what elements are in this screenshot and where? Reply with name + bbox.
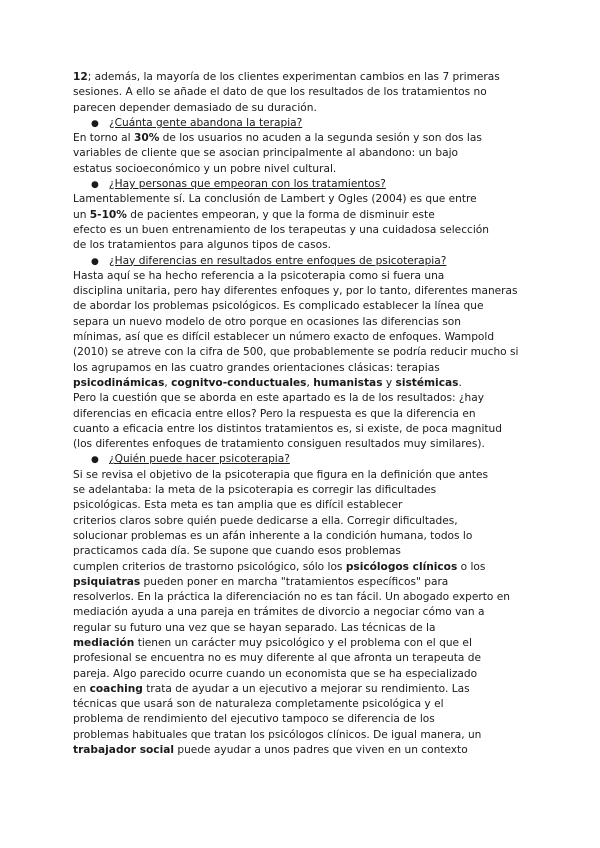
text-line (73, 192, 532, 207)
text-segment: mediación ayuda a una pareja en trámites de divorcio a negociar cómo van a (73, 606, 485, 619)
text-segment: problema de rendimiento del ejecutivo tampoco se diferencia de los (73, 713, 435, 726)
text-segment: ¿Hay diferencias en resultados entre enfoques de psicoterapia? (109, 254, 447, 267)
text-line (73, 682, 532, 697)
text-segment: Si se revisa el objetivo de la psicoterapia que figura en la definición que antes (73, 468, 489, 481)
question-text (109, 453, 290, 465)
text-segment: ¿Quién puede hacer psicoterapia? (109, 453, 290, 466)
text-segment: disciplina unitaria, pero hay diferentes enfoques y, por lo tanto, diferentes maneras (73, 285, 518, 298)
text-segment: los agrupamos en las cuatro grandes orientaciones clásicas: terapias (73, 361, 440, 374)
bold-term: coaching (89, 682, 143, 695)
text-segment: problemas habituales que tratan los psicólogos clínicos. De igual manera, un (73, 728, 482, 741)
text-segment: Lamentablemente sí. La conclusión de Lambert y Ogles (2004) es que entre (73, 193, 477, 206)
text-line (73, 712, 532, 727)
text-segment: parecen depender demasiado de su duración. (73, 101, 317, 114)
text-segment: variables de cliente que se asocian principalmente al abandono: un bajo (73, 147, 459, 160)
text-segment: ¿Hay personas que empeoran con los tratamientos? (109, 178, 386, 191)
text-line (73, 269, 532, 284)
text-segment: ¿Cuánta gente abandona la terapia? (109, 116, 303, 129)
text-line (73, 422, 532, 437)
text-line (73, 560, 532, 575)
bold-term: cognitvo-conductuales (171, 376, 307, 389)
bold-term: psicodinámicas (73, 376, 165, 389)
text-segment: mínimas, así que es difícil establecer un número exacto de enfoques. Wampold (73, 331, 495, 344)
text-line (73, 667, 532, 682)
text-segment: o los (457, 560, 486, 573)
bold-term: humanistas (313, 376, 383, 389)
text-line (73, 621, 532, 636)
text-line (73, 361, 532, 376)
text-line (73, 330, 532, 345)
text-segment: técnicas que usará son de naturaleza completamente psicológica y el (73, 698, 444, 711)
text-segment: cuanto a eficacia entre los distintos tratamientos es, si existe, de poca magnitud (73, 422, 502, 435)
text-line (73, 284, 532, 299)
text-line (73, 299, 532, 314)
bullet-icon: ● (91, 180, 99, 191)
text-line (73, 208, 532, 223)
text-line (73, 70, 532, 85)
text-line (73, 345, 532, 360)
text-line (73, 407, 532, 422)
text-segment: en (73, 682, 90, 695)
text-line (73, 146, 532, 161)
text-line (73, 131, 532, 146)
text-line (73, 651, 532, 666)
question-text (109, 178, 386, 190)
text-segment: se adelantaba: la meta de la psicoterapia es corregir las dificultades (73, 484, 437, 497)
text-segment: . (458, 376, 462, 389)
question-heading (73, 177, 532, 192)
bold-term: psiquiatras (73, 575, 141, 588)
text-line (73, 728, 532, 743)
text-segment: profesional se encuentra no es muy diferente al que afronta un terapeuta de (73, 652, 481, 665)
text-segment: practicamos cada día. Se supone que cuando esos problemas (73, 545, 401, 558)
text-segment: regular su futuro una vez que se hayan separado. Las técnicas de la (73, 621, 436, 634)
text-line (73, 605, 532, 620)
text-segment: , (164, 376, 172, 389)
text-line (73, 514, 532, 529)
text-line (73, 697, 532, 712)
text-segment: de pacientes empeoran, y que la forma de disminuir este (126, 208, 435, 221)
bold-term: 12 (73, 71, 88, 83)
text-segment: pareja. Algo parecido ocurre cuando un economista que se ha especializado (73, 667, 478, 680)
question-heading (73, 254, 532, 269)
text-line (73, 636, 532, 651)
text-line (73, 223, 532, 238)
text-segment: de los usuarios no acuden a la segunda sesión y son dos las (159, 132, 482, 145)
text-segment: separa un nuevo modelo de otro porque en ocasiones las diferencias son (73, 315, 461, 328)
text-segment: diferencias en eficacia entre ellos? Pero la respuesta es que la diferencia en (73, 407, 476, 420)
text-segment: de los tratamientos para algunos tipos de casos. (73, 239, 331, 252)
text-segment: tienen un carácter muy psicológico y el problema con el que el (134, 636, 472, 649)
question-heading (73, 452, 532, 467)
text-segment: cumplen criterios de trastorno psicológico, sólo los (73, 560, 346, 573)
text-line (73, 590, 532, 605)
bold-term: psicólogos clínicos (345, 560, 458, 573)
text-segment: Hasta aquí se ha hecho referencia a la psicoterapia como si fuera una (73, 269, 445, 282)
bold-term: sistémicas (395, 376, 459, 389)
text-line (73, 743, 532, 758)
text-segment: criterios claros sobre quién puede dedicarse a ella. Corregir dificultades, (73, 514, 458, 527)
text-segment: ; además, la mayoría de los clientes experimentan cambios en las 7 primeras (87, 71, 500, 83)
text-line (73, 529, 532, 544)
text-segment: (2010) se atreve con la cifra de 500, que probablemente se podría reducir mucho si (73, 346, 519, 359)
question-text (109, 255, 446, 267)
bullet-icon: ● (91, 118, 99, 129)
bold-term: 5-10% (89, 208, 127, 221)
text-segment: pueden poner en marcha "tratamientos específicos" para (140, 575, 449, 588)
text-line (73, 483, 532, 498)
bold-term: mediación (73, 636, 135, 649)
text-line (73, 376, 532, 391)
text-segment: resolverlos. En la práctica la diferenciación no es tan fácil. Un abogado experto en (73, 591, 510, 604)
text-segment: Pero la cuestión que se aborda en este apartado es la de los resultados: ¿hay (73, 392, 485, 405)
text-line (73, 315, 532, 330)
text-segment: sesiones. A ello se añade el dato de que los resultados de los tratamientos no (73, 86, 487, 99)
bold-term: 30% (133, 132, 160, 145)
text-segment: y (382, 376, 396, 389)
text-segment: efecto es un buen entrenamiento de los terapeutas y una cuidadosa selección (73, 223, 489, 236)
text-segment: solucionar problemas es un afán inherente a la condición humana, todos lo (73, 529, 473, 542)
text-segment: estatus socioeconómico y un pobre nivel cultural. (73, 162, 337, 175)
text-line (73, 544, 532, 559)
text-line (73, 162, 532, 177)
question-heading (73, 116, 532, 131)
text-segment: trata de ayudar a un ejecutivo a mejorar su rendimiento. Las (142, 682, 470, 695)
text-segment: (los diferentes enfoques de tratamiento consiguen resultados muy similares). (73, 438, 485, 451)
text-segment: psicológicas. Esta meta es tan amplia que es difícil establecer (73, 499, 403, 512)
text-line (73, 391, 532, 406)
text-segment: En torno al (73, 132, 134, 145)
text-line (73, 575, 532, 590)
body-text (73, 70, 532, 758)
text-segment: , (306, 376, 314, 389)
bullet-icon: ● (91, 256, 99, 267)
text-line (73, 85, 532, 100)
text-line (73, 238, 532, 253)
text-segment: de abordar los problemas psicológicos. Es complicado establecer la línea que (73, 300, 484, 313)
text-line (73, 437, 532, 452)
bullet-icon: ● (91, 455, 99, 466)
text-line (73, 468, 532, 483)
text-line (73, 101, 532, 116)
text-segment: un (73, 208, 90, 221)
question-text (109, 117, 302, 129)
text-segment: puede ayudar a unos padres que viven en un contexto (174, 744, 468, 757)
text-line (73, 498, 532, 513)
bold-term: trabajador social (73, 744, 174, 757)
